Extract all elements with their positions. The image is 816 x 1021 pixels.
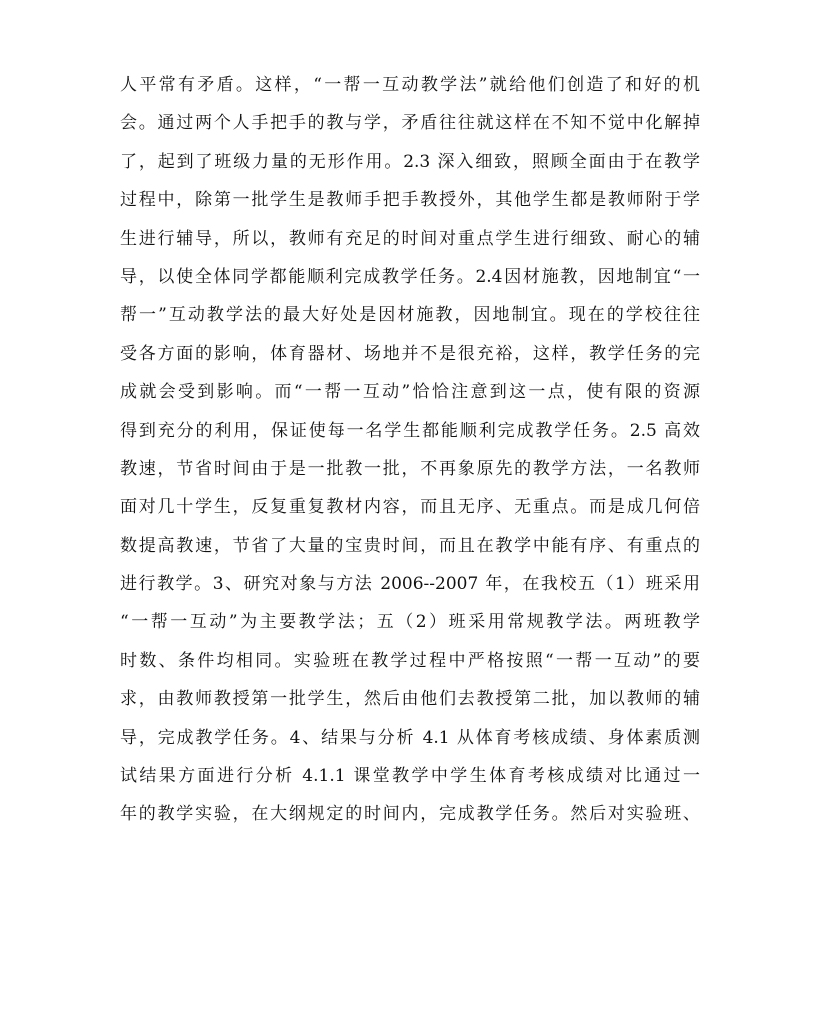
text-line: 时数、条件均相同。实验班在教学过程中严格按照“一帮一互动”的要 <box>120 650 700 671</box>
text-line: 成就会受到影响。而“一帮一互动”恰恰注意到这一点，使有限的资源 <box>120 382 700 403</box>
text-line: 试结果方面进行分析 4.1.1 课堂教学中学生体育考核成绩对比通过一 <box>120 766 700 787</box>
text-line: 帮一”互动教学法的最大好处是因材施教，因地制宜。现在的学校往往 <box>120 305 700 326</box>
text-line: 得到充分的利用，保证使每一名学生都能顺利完成教学任务。2.5 高效 <box>120 420 700 441</box>
text-line: “一帮一互动”为主要教学法；五（2）班采用常规教学法。两班教学 <box>120 612 700 633</box>
text-line: 年的教学实验，在大纲规定的时间内，完成教学任务。然后对实验班、 <box>120 804 700 825</box>
text-line: 求，由教师教授第一批学生，然后由他们去教授第二批，加以教师的辅 <box>120 689 700 710</box>
text-line: 过程中，除第一批学生是教师手把手教授外，其他学生都是教师附于学 <box>120 190 700 211</box>
text-line: 进行教学。3、研究对象与方法 2006--2007 年，在我校五（1）班采用 <box>120 574 700 595</box>
text-line: 数提高教速，节省了大量的宝贵时间，而且在教学中能有序、有重点的 <box>120 535 700 556</box>
text-line: 人平常有矛盾。这样，“一帮一互动教学法”就给他们创造了和好的机 <box>120 75 700 95</box>
text-line: 面对几十学生，反复重复教材内容，而且无序、无重点。而是成几何倍 <box>120 497 700 518</box>
body-text <box>120 66 700 834</box>
text-line: 导，以使全体同学都能顺利完成教学任务。2.4因材施教，因地制宜“一 <box>120 266 700 287</box>
text-line: 生进行辅导，所以，教师有充足的时间对重点学生进行细致、耐心的辅 <box>120 228 700 249</box>
text-line: 了，起到了班级力量的无形作用。2.3 深入细致，照顾全面由于在教学 <box>120 151 700 172</box>
text-line: 会。通过两个人手把手的教与学，矛盾往往就这样在不知不觉中化解掉 <box>120 113 700 134</box>
text-line: 受各方面的影响，体育器材、场地并不是很充裕，这样，教学任务的完 <box>120 343 700 364</box>
text-line: 导，完成教学任务。4、结果与分析 4.1 从体育考核成绩、身体素质测 <box>120 727 700 748</box>
text-line: 教速，节省时间由于是一批教一批，不再象原先的教学方法，一名教师 <box>120 458 700 479</box>
